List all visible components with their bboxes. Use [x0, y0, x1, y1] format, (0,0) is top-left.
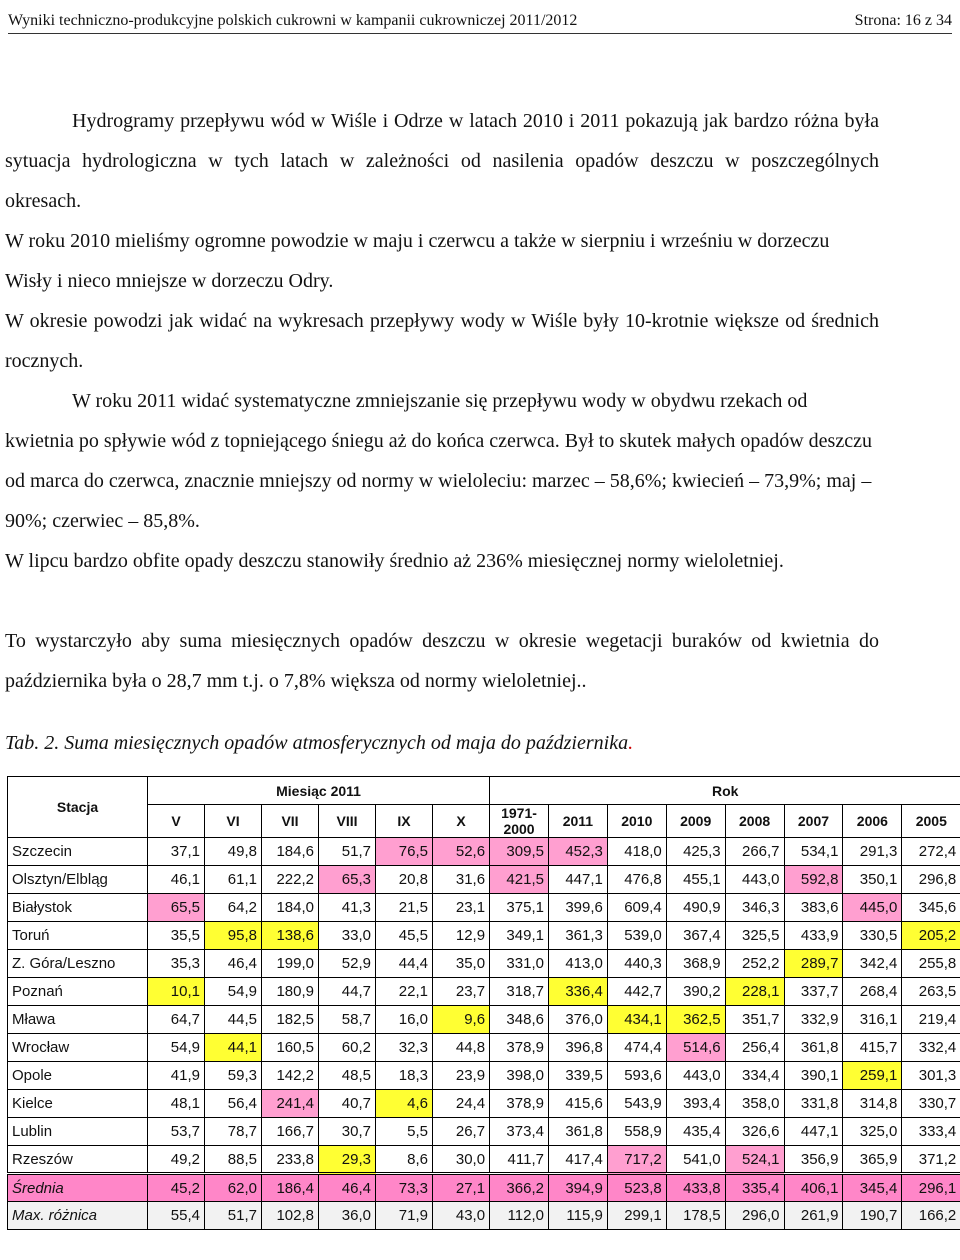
table-cell: 58,7	[319, 1006, 376, 1034]
station-name: Rzeszów	[8, 1146, 148, 1174]
station-name: Lublin	[8, 1118, 148, 1146]
table-cell: 539,0	[607, 922, 666, 950]
table-cell: 375,1	[490, 894, 549, 922]
year-group-header: Rok	[490, 777, 960, 805]
table-cell: 35,5	[148, 922, 205, 950]
table-cell: 543,9	[607, 1090, 666, 1118]
table-cell: 367,4	[666, 922, 725, 950]
table-cell: 44,1	[205, 1034, 262, 1062]
table-cell: 318,7	[490, 978, 549, 1006]
table-cell: 452,3	[548, 838, 607, 866]
table-caption	[5, 732, 633, 755]
table-cell: 64,7	[148, 1006, 205, 1034]
table-cell: 366,2	[490, 1174, 549, 1202]
table-cell: 361,8	[784, 1034, 843, 1062]
table-row	[8, 1090, 960, 1118]
table-cell: 345,6	[902, 894, 960, 922]
table-cell: 8,6	[376, 1146, 433, 1174]
table-cell: 41,3	[319, 894, 376, 922]
paragraph-july-rain: W lipcu bardzo obfite opady deszczu stanowiły średnio aż 236% miesięcznej normy wieloletniej.	[5, 550, 784, 572]
table-cell: 362,5	[666, 1006, 725, 1034]
table-cell: 334,4	[725, 1062, 784, 1090]
table-cell: 9,6	[433, 1006, 490, 1034]
table-cell: 296,1	[902, 1174, 960, 1202]
month-column-header: V	[148, 805, 205, 838]
table-cell: 356,9	[784, 1146, 843, 1174]
table-cell: 48,5	[319, 1062, 376, 1090]
table-cell: 314,8	[843, 1090, 902, 1118]
table-cell: 490,9	[666, 894, 725, 922]
table-cell: 22,1	[376, 978, 433, 1006]
table-cell: 65,5	[148, 894, 205, 922]
station-name: Kielce	[8, 1090, 148, 1118]
table-cell: 54,9	[205, 978, 262, 1006]
table-cell: 142,2	[262, 1062, 319, 1090]
table-row	[8, 978, 960, 1006]
table-cell: 523,8	[607, 1174, 666, 1202]
table-cell: 12,9	[433, 922, 490, 950]
table-cell: 333,4	[902, 1118, 960, 1146]
table-cell: 418,0	[607, 838, 666, 866]
table-cell: 54,9	[148, 1034, 205, 1062]
month-column-header: VI	[205, 805, 262, 838]
table-cell: 415,7	[843, 1034, 902, 1062]
table-cell: 53,7	[148, 1118, 205, 1146]
station-name: Olsztyn/Elbląg	[8, 866, 148, 894]
station-name: Poznań	[8, 978, 148, 1006]
table-cell: 263,5	[902, 978, 960, 1006]
table-cell: 296,8	[902, 866, 960, 894]
table-cell: 474,4	[607, 1034, 666, 1062]
year-column-header: 2010	[607, 805, 666, 838]
table-cell: 435,4	[666, 1118, 725, 1146]
table-cell: 178,5	[666, 1202, 725, 1230]
table-cell: 45,5	[376, 922, 433, 950]
month-column-header: IX	[376, 805, 433, 838]
table-cell: 301,3	[902, 1062, 960, 1090]
paragraph-floods-2010: W roku 2010 mieliśmy ogromne powodzie w maju i czerwcu a także w sierpniu i wrześniu w dorzeczu Wisły i nieco mniejsze w dorzeczu Odry.	[5, 230, 830, 292]
table-cell: 476,8	[607, 866, 666, 894]
table-cell: 378,9	[490, 1034, 549, 1062]
table-cell: 4,6	[376, 1090, 433, 1118]
station-name: Mława	[8, 1006, 148, 1034]
table-cell: 65,3	[319, 866, 376, 894]
month-column-header: X	[433, 805, 490, 838]
month-column-header: VIII	[319, 805, 376, 838]
table-cell: 255,8	[902, 950, 960, 978]
table-cell: 190,7	[843, 1202, 902, 1230]
table-row	[8, 1034, 960, 1062]
table-cell: 102,8	[262, 1202, 319, 1230]
table-row	[8, 1118, 960, 1146]
table-cell: 365,9	[843, 1146, 902, 1174]
table-cell: 331,8	[784, 1090, 843, 1118]
table-row	[8, 950, 960, 978]
table-cell: 514,6	[666, 1034, 725, 1062]
table-cell: 378,9	[490, 1090, 549, 1118]
average-row	[8, 1174, 960, 1202]
table-cell: 337,7	[784, 978, 843, 1006]
table-cell: 390,2	[666, 978, 725, 1006]
table-cell: 593,6	[607, 1062, 666, 1090]
table-cell: 252,2	[725, 950, 784, 978]
table-cell: 394,9	[548, 1174, 607, 1202]
table-cell: 55,4	[148, 1202, 205, 1230]
table-cell: 609,4	[607, 894, 666, 922]
table-cell: 26,7	[433, 1118, 490, 1146]
table-cell: 88,5	[205, 1146, 262, 1174]
table-cell: 717,2	[607, 1146, 666, 1174]
paragraph-2011-decline: W roku 2011 widać systematyczne zmniejszanie się przepływu wody w obydwu rzekach od kwietnia po spływie wód z topniejącego śniegu aż do końca czerwca. Był to skutek małych opadów deszczu od marca do czerwca, znacznie mniejszy od normy w wieloleciu: marzec – 58,6%; kwiecień – 73,9%; maj – 90%; czerwiec – 85,8%.	[5, 390, 872, 532]
table-cell: 390,1	[784, 1062, 843, 1090]
station-name: Toruń	[8, 922, 148, 950]
table-cell: 393,4	[666, 1090, 725, 1118]
table-cell: 27,1	[433, 1174, 490, 1202]
max-difference-row	[8, 1202, 960, 1230]
table-cell: 166,7	[262, 1118, 319, 1146]
table-cell: 71,9	[376, 1202, 433, 1230]
table-cell: 455,1	[666, 866, 725, 894]
station-name: Max. różnica	[8, 1202, 148, 1230]
year-column-header: 1971- 2000	[490, 805, 549, 838]
table-cell: 289,7	[784, 950, 843, 978]
paragraph-flood-flows: W okresie powodzi jak widać na wykresach przepływy wody w Wiśle były 10-krotnie większe od średnich rocznych.	[5, 310, 879, 372]
table-cell: 348,6	[490, 1006, 549, 1034]
table-cell: 61,1	[205, 866, 262, 894]
year-column-header: 2007	[784, 805, 843, 838]
table-cell: 443,0	[666, 1062, 725, 1090]
table-cell: 534,1	[784, 838, 843, 866]
table-cell: 46,4	[319, 1174, 376, 1202]
table-cell: 396,8	[548, 1034, 607, 1062]
table-cell: 398,0	[490, 1062, 549, 1090]
table-cell: 115,9	[548, 1202, 607, 1230]
table-cell: 33,0	[319, 922, 376, 950]
table-cell: 325,0	[843, 1118, 902, 1146]
table-cell: 383,6	[784, 894, 843, 922]
year-column-header: 2008	[725, 805, 784, 838]
table-cell: 52,9	[319, 950, 376, 978]
table-cell: 440,3	[607, 950, 666, 978]
table-cell: 296,0	[725, 1202, 784, 1230]
table-row	[8, 894, 960, 922]
table-cell: 266,7	[725, 838, 784, 866]
table-cell: 349,1	[490, 922, 549, 950]
table-cell: 40,7	[319, 1090, 376, 1118]
table-cell: 272,4	[902, 838, 960, 866]
table-row	[8, 922, 960, 950]
precipitation-table	[7, 776, 960, 1230]
table-cell: 23,1	[433, 894, 490, 922]
table-cell: 361,8	[548, 1118, 607, 1146]
table-cell: 376,0	[548, 1006, 607, 1034]
station-name: Opole	[8, 1062, 148, 1090]
table-cell: 35,3	[148, 950, 205, 978]
table-cell: 112,0	[490, 1202, 549, 1230]
table-cell: 335,4	[725, 1174, 784, 1202]
table-cell: 23,7	[433, 978, 490, 1006]
station-name: Wrocław	[8, 1034, 148, 1062]
station-name: Szczecin	[8, 838, 148, 866]
table-cell: 330,5	[843, 922, 902, 950]
table-cell: 413,0	[548, 950, 607, 978]
table-cell: 433,9	[784, 922, 843, 950]
table-cell: 299,1	[607, 1202, 666, 1230]
table-cell: 44,7	[319, 978, 376, 1006]
table-cell: 415,6	[548, 1090, 607, 1118]
table-cell: 56,4	[205, 1090, 262, 1118]
table-cell: 30,7	[319, 1118, 376, 1146]
document-title: Wyniki techniczno-produkcyjne polskich cukrowni w kampanii cukrowniczej 2011/2012	[8, 12, 578, 29]
table-cell: 52,6	[433, 838, 490, 866]
month-group-header: Miesiąc 2011	[148, 777, 490, 805]
table-cell: 21,5	[376, 894, 433, 922]
column-header-row	[8, 805, 960, 838]
table-cell: 336,4	[548, 978, 607, 1006]
table-cell: 443,0	[725, 866, 784, 894]
month-column-header: VII	[262, 805, 319, 838]
station-name: Białystok	[8, 894, 148, 922]
table-cell: 309,5	[490, 838, 549, 866]
year-column-header: 2006	[843, 805, 902, 838]
table-cell: 29,3	[319, 1146, 376, 1174]
table-cell: 351,7	[725, 1006, 784, 1034]
table-cell: 184,6	[262, 838, 319, 866]
table-cell: 30,0	[433, 1146, 490, 1174]
table-cell: 49,2	[148, 1146, 205, 1174]
table-cell: 219,4	[902, 1006, 960, 1034]
station-name: Z. Góra/Leszno	[8, 950, 148, 978]
table-cell: 37,1	[148, 838, 205, 866]
table-cell: 95,8	[205, 922, 262, 950]
table-body	[8, 838, 960, 1230]
paragraph-vegetation-sum: To wystarczyło aby suma miesięcznych opadów deszczu w okresie wegetacji buraków od kwietnia do października była o 28,7 mm t.j. o 7,8% większa od normy wieloletniej..	[5, 630, 879, 692]
table-cell: 60,2	[319, 1034, 376, 1062]
table-cell: 447,1	[784, 1118, 843, 1146]
paragraph-hydrographs: Hydrogramy przepływu wód w Wiśle i Odrze w latach 2010 i 2011 pokazują jak bardzo różna była sytuacja hydrologiczna w tych latach w zależności od nasilenia opadów deszczu w poszczególnych okresach.	[5, 110, 879, 212]
table-cell: 241,4	[262, 1090, 319, 1118]
table-cell: 59,3	[205, 1062, 262, 1090]
table-cell: 44,5	[205, 1006, 262, 1034]
table-cell: 399,6	[548, 894, 607, 922]
table-cell: 345,4	[843, 1174, 902, 1202]
table-cell: 205,2	[902, 922, 960, 950]
table-cell: 138,6	[262, 922, 319, 950]
table-cell: 23,9	[433, 1062, 490, 1090]
table-cell: 261,9	[784, 1202, 843, 1230]
table-cell: 233,8	[262, 1146, 319, 1174]
table-cell: 18,3	[376, 1062, 433, 1090]
table-cell: 433,8	[666, 1174, 725, 1202]
table-cell: 180,9	[262, 978, 319, 1006]
table-cell: 368,9	[666, 950, 725, 978]
table-cell: 316,1	[843, 1006, 902, 1034]
table-cell: 228,1	[725, 978, 784, 1006]
table-cell: 73,3	[376, 1174, 433, 1202]
table-cell: 62,0	[205, 1174, 262, 1202]
table-cell: 330,7	[902, 1090, 960, 1118]
table-cell: 268,4	[843, 978, 902, 1006]
table-cell: 20,8	[376, 866, 433, 894]
table-cell: 358,0	[725, 1090, 784, 1118]
table-cell: 346,3	[725, 894, 784, 922]
table-cell: 350,1	[843, 866, 902, 894]
table-cell: 41,9	[148, 1062, 205, 1090]
table-cell: 332,4	[902, 1034, 960, 1062]
table-cell: 361,3	[548, 922, 607, 950]
table-cell: 371,2	[902, 1146, 960, 1174]
table-cell: 78,7	[205, 1118, 262, 1146]
table-cell: 326,6	[725, 1118, 784, 1146]
table-cell: 373,4	[490, 1118, 549, 1146]
table-cell: 291,3	[843, 838, 902, 866]
table-cell: 51,7	[205, 1202, 262, 1230]
caption-text: Tab. 2. Suma miesięcznych opadów atmosferycznych od maja do października	[5, 732, 629, 754]
page-header	[8, 0, 952, 30]
table-row	[8, 1146, 960, 1174]
year-column-header: 2009	[666, 805, 725, 838]
table-cell: 31,6	[433, 866, 490, 894]
table-cell: 199,0	[262, 950, 319, 978]
table-cell: 421,5	[490, 866, 549, 894]
table-cell: 447,1	[548, 866, 607, 894]
table-row	[8, 1062, 960, 1090]
table-cell: 445,0	[843, 894, 902, 922]
table-cell: 339,5	[548, 1062, 607, 1090]
table-cell: 46,4	[205, 950, 262, 978]
caption-dot: .	[628, 732, 634, 754]
table-cell: 5,5	[376, 1118, 433, 1146]
table-cell: 558,9	[607, 1118, 666, 1146]
table-cell: 541,0	[666, 1146, 725, 1174]
table-cell: 259,1	[843, 1062, 902, 1090]
table-cell: 51,7	[319, 838, 376, 866]
table-cell: 325,5	[725, 922, 784, 950]
table-cell: 32,3	[376, 1034, 433, 1062]
table-cell: 44,4	[376, 950, 433, 978]
table-cell: 48,1	[148, 1090, 205, 1118]
table-cell: 417,4	[548, 1146, 607, 1174]
table-cell: 10,1	[148, 978, 205, 1006]
table-cell: 46,1	[148, 866, 205, 894]
table-cell: 45,2	[148, 1174, 205, 1202]
table-cell: 49,8	[205, 838, 262, 866]
table-cell: 524,1	[725, 1146, 784, 1174]
table-cell: 442,7	[607, 978, 666, 1006]
table-row	[8, 1006, 960, 1034]
table-cell: 434,1	[607, 1006, 666, 1034]
header-divider	[8, 33, 952, 34]
table-cell: 76,5	[376, 838, 433, 866]
table-cell: 166,2	[902, 1202, 960, 1230]
table-cell: 184,0	[262, 894, 319, 922]
table-cell: 222,2	[262, 866, 319, 894]
station-name: Średnia	[8, 1174, 148, 1202]
table-cell: 43,0	[433, 1202, 490, 1230]
table-cell: 342,4	[843, 950, 902, 978]
year-column-header: 2005	[902, 805, 960, 838]
table-cell: 592,8	[784, 866, 843, 894]
table-row	[8, 838, 960, 866]
table-cell: 16,0	[376, 1006, 433, 1034]
table-cell: 332,9	[784, 1006, 843, 1034]
table-row	[8, 866, 960, 894]
year-column-header: 2011	[548, 805, 607, 838]
station-header: Stacja	[8, 777, 148, 838]
table-cell: 35,0	[433, 950, 490, 978]
table-cell: 411,7	[490, 1146, 549, 1174]
table-cell: 425,3	[666, 838, 725, 866]
table-cell: 331,0	[490, 950, 549, 978]
table-cell: 256,4	[725, 1034, 784, 1062]
table-cell: 186,4	[262, 1174, 319, 1202]
table-cell: 64,2	[205, 894, 262, 922]
page-number: Strona: 16 z 34	[854, 12, 952, 29]
table-cell: 36,0	[319, 1202, 376, 1230]
table-cell: 44,8	[433, 1034, 490, 1062]
table-cell: 160,5	[262, 1034, 319, 1062]
table-cell: 182,5	[262, 1006, 319, 1034]
table-cell: 24,4	[433, 1090, 490, 1118]
table-cell: 406,1	[784, 1174, 843, 1202]
